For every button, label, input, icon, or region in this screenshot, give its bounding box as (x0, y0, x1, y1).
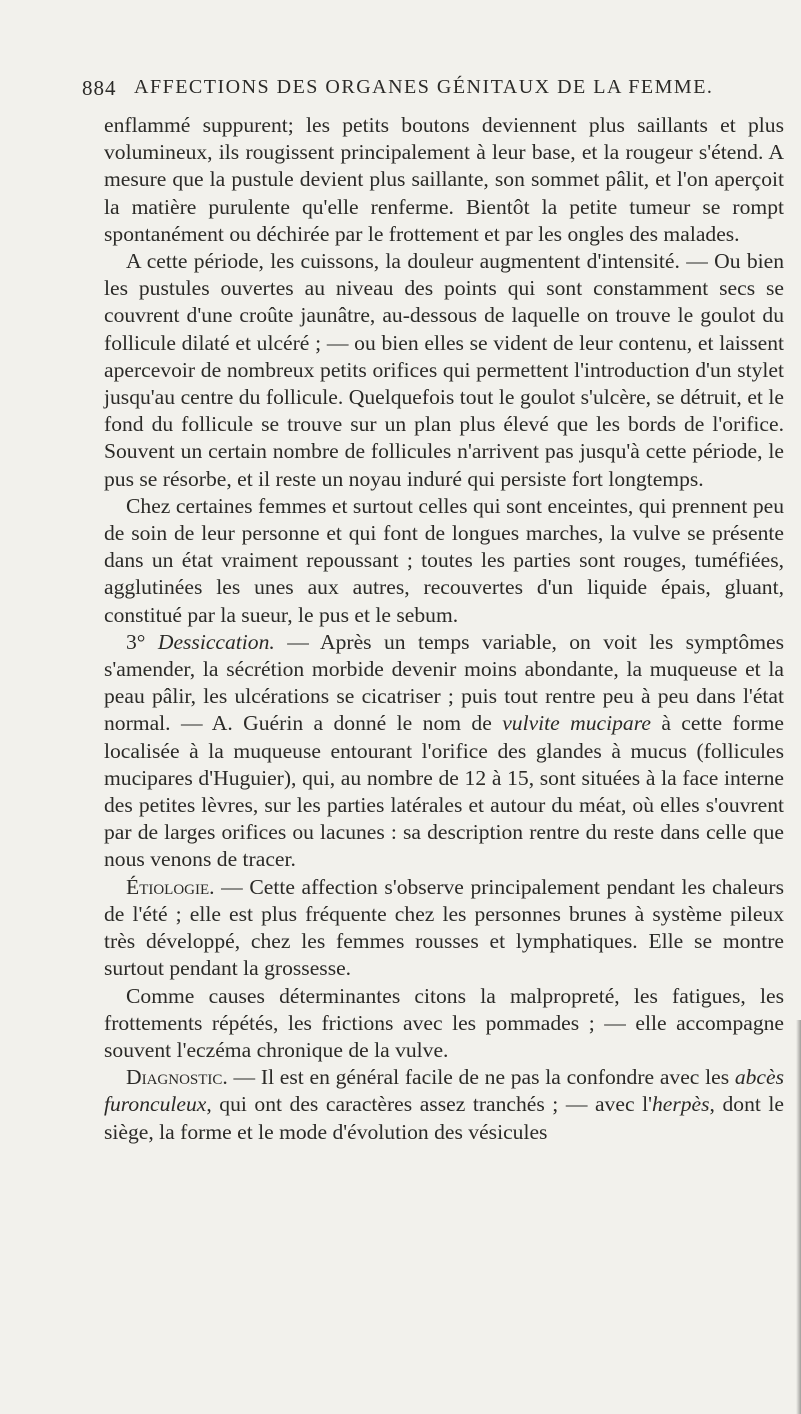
section-heading-diagnostic: Diagnostic. (126, 1065, 228, 1090)
term-abces-furonculeux: abcès furonculeux (104, 1065, 784, 1117)
running-title: AFFECTIONS DES ORGANES GÉNITAUX DE LA FEMME. (134, 76, 714, 98)
section-heading-etiologie: Étiologie. (126, 874, 215, 899)
term-vulvite-mucipare: vulvite mucipare (502, 711, 651, 736)
paragraph-2: A cette période, les cuissons, la douleur augmentent d'intensité. — Ou bien les pustules ouvertes au niveau des points qui sont constamment secs se couvrent d'une croûte jaunâtre, au-dessous de laquelle on trouve le goulot du follicule dilaté et ulcéré ; — ou bien elles se vident de leur contenu, et laissent apercevoir de nombreux petits orifices qui permettent l'introduction d'un stylet jusqu'au centre du follicule. Quelquefois tout le goulot s'ulcère, se détruit, et le fond du follicule se trouve sur un plan plus élevé que les bords de l'orifice. Souvent un certain nombre de follicules n'arrivent pas jusqu'à cette période, le pus se résorbe, et il reste un noyau induré qui persiste fort longtemps. (104, 249, 784, 491)
term-herpes: herpès (651, 1092, 710, 1117)
section-number: 3° (126, 629, 158, 654)
page-edge-shadow (796, 1020, 801, 1414)
paragraph-4-text-a: — Après un temps variable, on voit les symptômes s'amender, la sécrétion morbide devenir moins abondante, la muqueuse et la peau pâlir, les ulcérations se cicatriser ; puis tout rentre peu à peu dans l'état normal. — A. Guérin a donné le nom de (104, 629, 784, 736)
paragraph-7 (104, 1064, 784, 1146)
running-header (82, 74, 782, 108)
paragraph-5-text: — Cette affection s'observe principalement pendant les chaleurs de l'été ; elle est plus fréquente chez les personnes brunes à système pileux très développé, chez les femmes rousses et lymphatiques. Elle se montre surtout pendant la grossesse. (104, 874, 784, 981)
paragraph-4-text-b: à cette forme localisée à la muqueuse entourant l'orifice des glandes à mucus (follicules mucipares d'Huguier), qui, au nombre de 12 à 15, sont situées à la face interne des petites lèvres, sur les parties latérales et autour du méat, où elles s'ouvrent par de larges orifices ou lacunes : sa description rentre du reste dans celle que nous venons de tracer. (104, 711, 785, 872)
paragraph-3: Chez certaines femmes et surtout celles qui sont enceintes, qui prennent peu de soin de leur personne et qui font de longues marches, la vulve se présente dans un état vraiment repoussant ; toutes les parties sont rouges, tuméfiées, agglutinées les unes aux autres, recouvertes d'un liquide épais, gluant, constitué par la sueur, le pus et le sebum. (104, 493, 784, 627)
paragraph-5 (104, 874, 784, 983)
body-text (104, 112, 784, 1146)
paragraph-7-text-b: , qui ont des caractères assez tranchés ; — avec l' (206, 1092, 652, 1117)
paragraph-7-text-c: , dont le siège, la forme et le mode d'évolution des vésicules (104, 1092, 785, 1144)
paragraph-4 (104, 629, 784, 874)
page-number: 884 (82, 76, 117, 100)
paragraph-6: Comme causes déterminantes citons la malpropreté, les fatigues, les frottements répétés, les frictions avec les pommades ; — elle accompagne souvent l'eczéma chronique de la vulve. (104, 983, 784, 1062)
paragraph-1: enflammé suppurent; les petits boutons deviennent plus saillants et plus volumineux, ils rougissent principalement à leur base, et la rougeur s'étend. A mesure que la pustule devient plus saillante, son sommet pâlit, et l'on aperçoit la matière purulente qu'elle renferme. Bientôt la petite tumeur se rompt spontanément ou déchirée par le frottement et par les ongles des malades. (104, 113, 784, 246)
paragraph-7-text-a: — Il est en général facile de ne pas la confondre avec les (227, 1065, 735, 1090)
section-heading-dessiccation: Dessiccation. (157, 629, 275, 654)
